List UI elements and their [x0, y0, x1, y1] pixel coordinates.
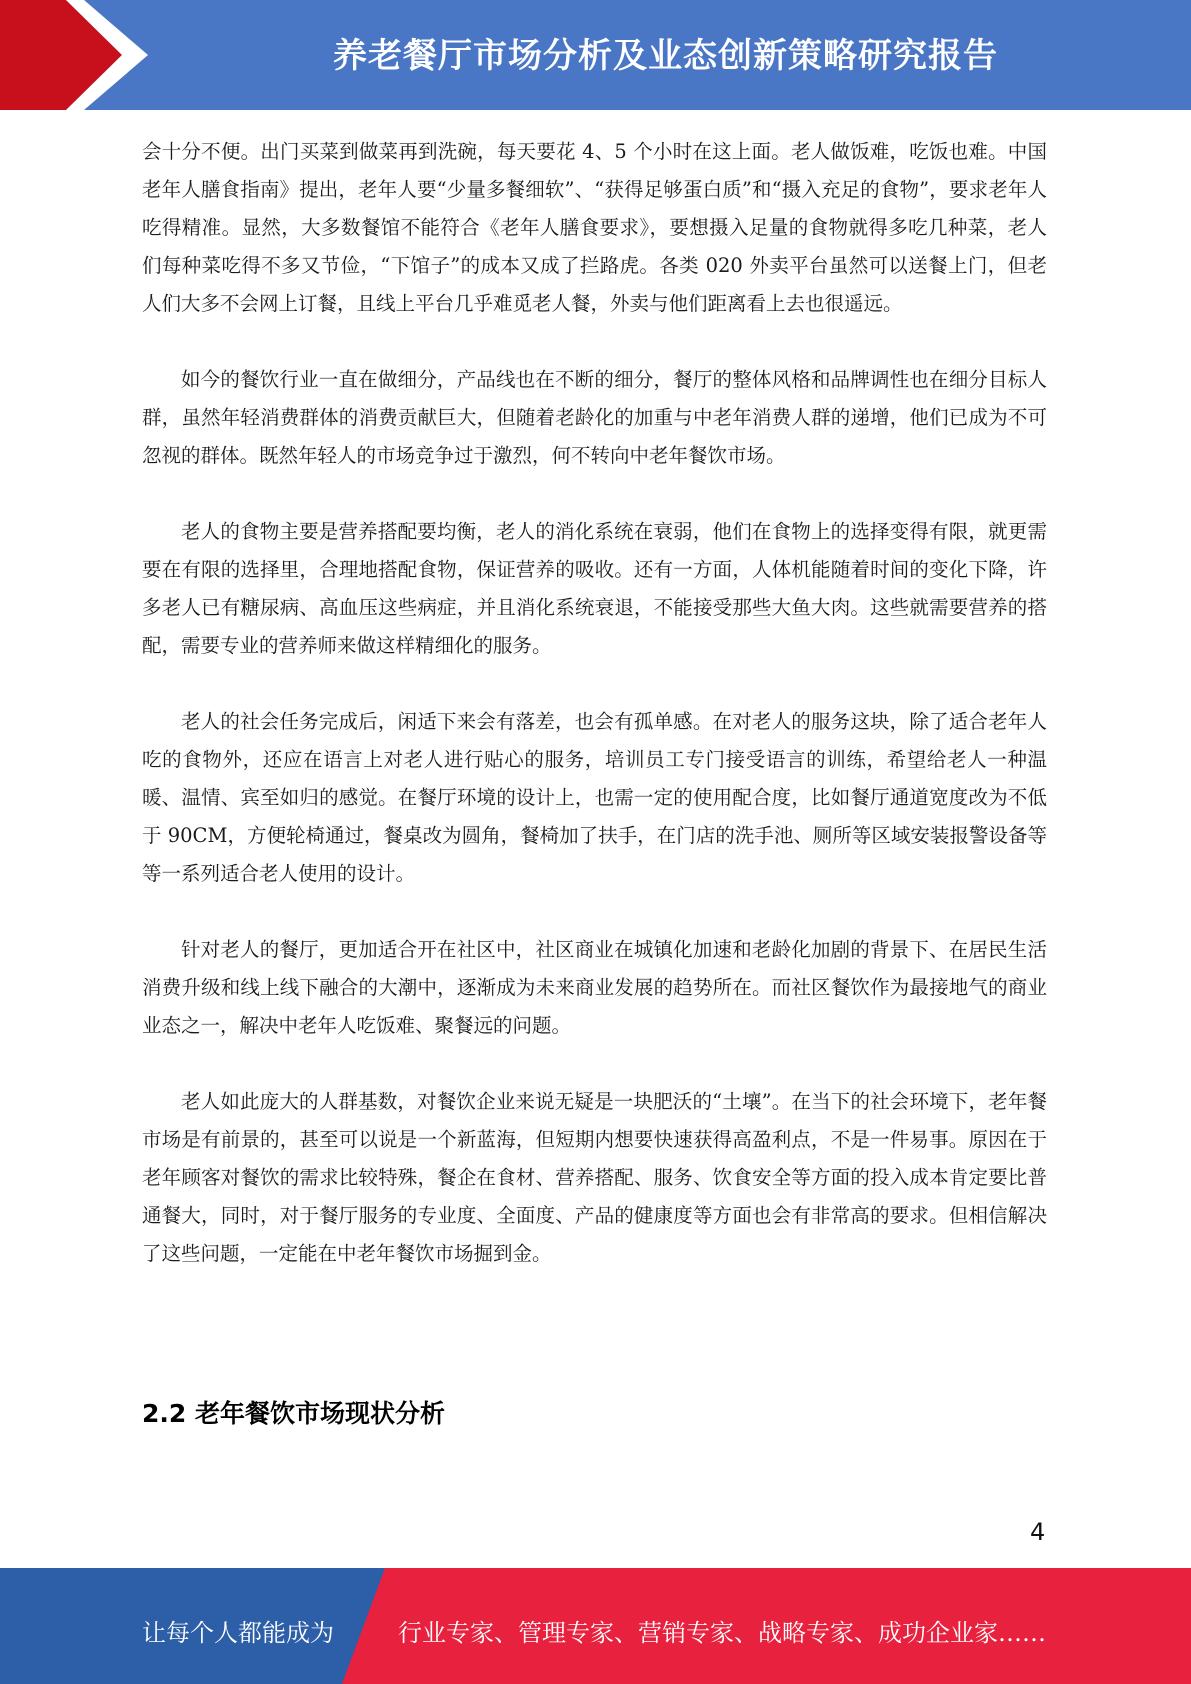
report-title: 养老餐厅市场分析及业态创新策略研究报告 [333, 36, 998, 76]
footer-slogan-right: 行业专家、管理专家、营销专家、战略专家、成功企业家…… [398, 1619, 1046, 1647]
body-paragraph: 会十分不便。出门买菜到做菜再到洗碗，每天要花 4、5 个小时在这上面。老人做饭难，吃饭也难。中国老年人膳食指南》提出，老年人要“少量多餐细软”、“获得足够蛋白质”和“摄入充足的食物”，要求老年人吃得精准。显然，大多数餐馆不能符合《老年人膳食要求》，要想摄入足量的食物就得多吃几种菜，老人们每种菜吃得不多又节俭，“下馆子”的成本又成了拦路虎。各类 020 外卖平台虽然可以送餐上门，但老人们大多不会网上订餐，且线上平台几乎难觅老人餐，外卖与他们距离看上去也很遥远。 [142, 140, 1047, 315]
page-number: 4 [1030, 1518, 1046, 1546]
body-paragraph: 老人的社会任务完成后，闲适下来会有落差，也会有孤单感。在对老人的服务这块，除了适合老年人吃的食物外，还应在语言上对老人进行贴心的服务，培训员工专门接受语言的训练，希望给老人一种温暖、温情、宾至如归的感觉。在餐厅环境的设计上，也需一定的使用配合度，比如餐厅通道宽度改为不低于 90CM，方便轮椅通过，餐桌改为圆角，餐椅加了扶手，在门店的洗手池、厕所等区域安装报警设备等等一系列适合老人使用的设计。 [142, 710, 1047, 885]
body-paragraph: 针对老人的餐厅，更加适合开在社区中，社区商业在城镇化加速和老龄化加剧的背景下、在居民生活消费升级和线上线下融合的大潮中，逐渐成为未来商业发展的趋势所在。而社区餐饮作为最接地气的商业业态之一，解决中老年人吃饭难、聚餐远的问题。 [142, 938, 1047, 1037]
section-heading: 2.2 老年餐饮市场现状分析 [142, 1399, 445, 1428]
page-header [0, 0, 1191, 110]
body-paragraph: 老人如此庞大的人群基数，对餐饮企业来说无疑是一块肥沃的“土壤”。在当下的社会环境下，老年餐市场是有前景的，甚至可以说是一个新蓝海，但短期内想要快速获得高盈利点，不是一件易事。原因在于老年顾客对餐饮的需求比较特殊，餐企在食材、营养搭配、服务、饮食安全等方面的投入成本肯定要比普通餐大，同时，对于餐厅服务的专业度、全面度、产品的健康度等方面也会有非常高的要求。但相信解决了这些问题，一定能在中老年餐饮市场掘到金。 [142, 1090, 1047, 1265]
footer-slogan-left: 让每个人都能成为 [142, 1619, 334, 1647]
body-paragraph: 如今的餐饮行业一直在做细分，产品线也在不断的细分，餐厅的整体风格和品牌调性也在细分目标人群，虽然年轻消费群体的消费贡献巨大，但随着老龄化的加重与中老年消费人群的递增，他们已成为不可忽视的群体。既然年轻人的市场竞争过于激烈，何不转向中老年餐饮市场。 [142, 368, 1047, 467]
page-footer [0, 1568, 1191, 1684]
body-paragraph: 老人的食物主要是营养搭配要均衡，老人的消化系统在衰弱，他们在食物上的选择变得有限，就更需要在有限的选择里，合理地搭配食物，保证营养的吸收。还有一方面，人体机能随着时间的变化下降，许多老人已有糖尿病、高血压这些病症，并且消化系统衰退，不能接受那些大鱼大肉。这些就需要营养的搭配，需要专业的营养师来做这样精细化的服务。 [142, 520, 1047, 657]
body-content [142, 133, 1047, 1311]
header-arrow-decoration [0, 0, 160, 110]
